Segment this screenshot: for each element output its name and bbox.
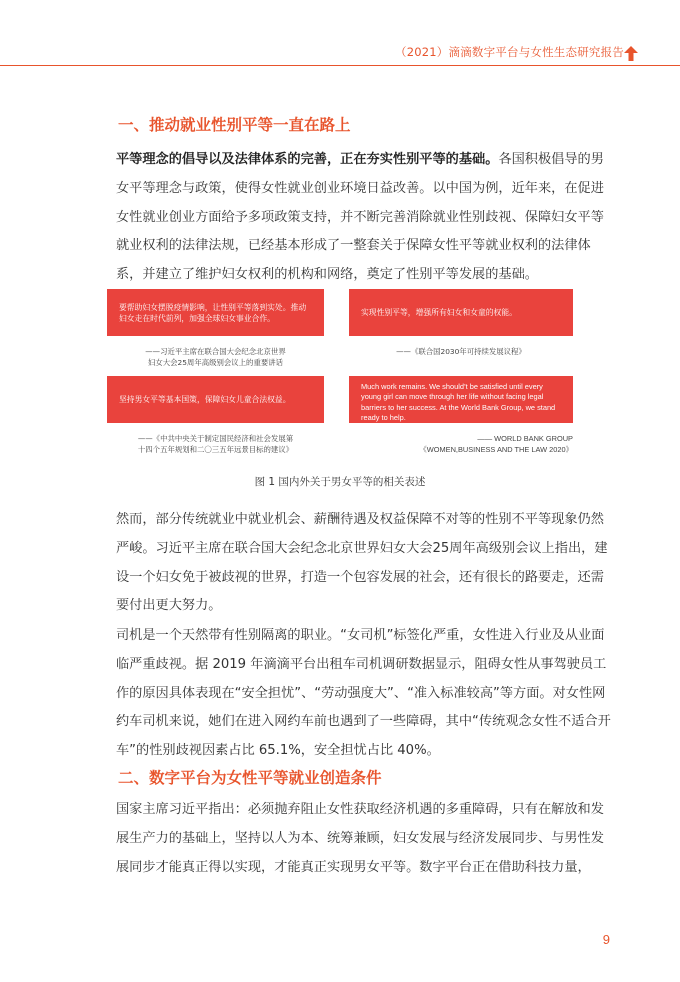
arrow-up-icon [624, 46, 638, 61]
quote-source-4-line2: 《WOMEN,BUSINESS AND THE LAW 2020》 [419, 445, 573, 454]
quote-box-2 [349, 289, 573, 336]
quote-source-2-line1: ——《联合国2030年可持续发展议程》 [396, 347, 526, 356]
quote-box-4 [349, 376, 573, 423]
page-number: 9 [602, 932, 610, 947]
paragraph-2-text: 然而，部分传统就业中就业机会、薪酬待遇及权益保障不对等的性别不平等现象仍然严峻。习近平主席在联合国大会纪念北京世界妇女大会25周年高级别会议上指出，建设一个妇女免于被歧视的世界，打造一个包容发展的社会，还有很长的路要走，还需要付出更大努力。 [116, 512, 608, 614]
quote-source-3-line2: 十四个五年规划和二〇三五年远景目标的建议》 [137, 445, 294, 454]
paragraph-1 [116, 146, 616, 290]
quote-source-1-line2: 妇女大会25周年高级别会议上的重要讲话 [147, 358, 284, 367]
quote-text-3: 坚持男女平等基本国策，保障妇女儿童合法权益。 [119, 395, 291, 404]
quote-text-1: 要帮助妇女摆脱疫情影响，让性别平等落到实处。推动妇女走在时代前列，加强全球妇女事业合作。 [119, 302, 307, 323]
page-header [0, 42, 680, 66]
paragraph-1-body: 各国积极倡导的男女平等理念与政策，使得女性就业创业环境日益改善。以中国为例，近年来，在促进女性就业创业方面给予多项政策支持，并不断完善消除就业性别歧视、保障妇女平等就业权利的法律法规，已经基本形成了一整套关于保障女性平等就业权利的法律体系，并建立了维护妇女权利的机构和网络，奠定了性别平等发展的基础。 [116, 152, 604, 283]
section-heading-1: 一、推动就业性别平等一直在路上 [118, 116, 351, 134]
report-title: （2021）滴滴数字平台与女性生态研究报告 [395, 45, 624, 59]
quote-source-1-line1: ——习近平主席在联合国大会纪念北京世界 [145, 347, 286, 356]
paragraph-4-text: 国家主席习近平指出：必须抛弃阻止女性获取经济机遇的多重障碍，只有在解放和发展生产力的基础上，坚持以人为本、统筹兼顾，妇女发展与经济发展同步、与男性发展同步才能真正得以实现，才能真正实现男女平等。数字平台正在借助科技力量， [116, 802, 604, 875]
section-heading-2: 二、数字平台为女性平等就业创造条件 [118, 769, 382, 787]
quote-box-3 [107, 376, 324, 423]
quote-box-1 [107, 289, 324, 336]
quote-text-2: 实现性别平等，增强所有妇女和女童的权能。 [361, 308, 517, 317]
quote-source-3-line1: ——《中共中央关于制定国民经济和社会发展第 [137, 434, 294, 443]
header-divider [0, 65, 680, 66]
figure-caption: 图 1 国内外关于男女平等的相关表述 [254, 476, 426, 488]
quote-text-4: Much work remains. We should’t be satisfied until every young girl can move through her life without facing legal barriers to her success. At the World Bank Group, we stand ready to help. [361, 382, 556, 423]
quote-source-4-line1: —— WORLD BANK GROUP [477, 434, 573, 443]
quote-source-4 [349, 433, 573, 455]
quote-source-1 [107, 346, 324, 368]
paragraph-3 [116, 622, 616, 766]
paragraph-1-lead: 平等理念的倡导以及法律体系的完善，正在夯实性别平等的基础。 [116, 152, 499, 167]
quote-source-3 [107, 433, 324, 455]
quote-source-2 [349, 346, 573, 357]
paragraph-4 [116, 796, 616, 882]
paragraph-2 [116, 506, 616, 621]
paragraph-3-text: 司机是一个天然带有性别隔离的职业。“女司机”标签化严重，女性进入行业及从业面临严重歧视。据 2019 年滴滴平台出租车司机调研数据显示，阻碍女性从事驾驶员工作的原因具体表现在“安全担忧”、“劳动强度大”、“准入标准较高”等方面。对女性网约车司机来说，她们在进入网约车前也遇到了一些障碍，其中“传统观念女性不适合开车”的性别歧视因素占比 65.1%，安全担忧占比 40%。 [116, 628, 611, 759]
